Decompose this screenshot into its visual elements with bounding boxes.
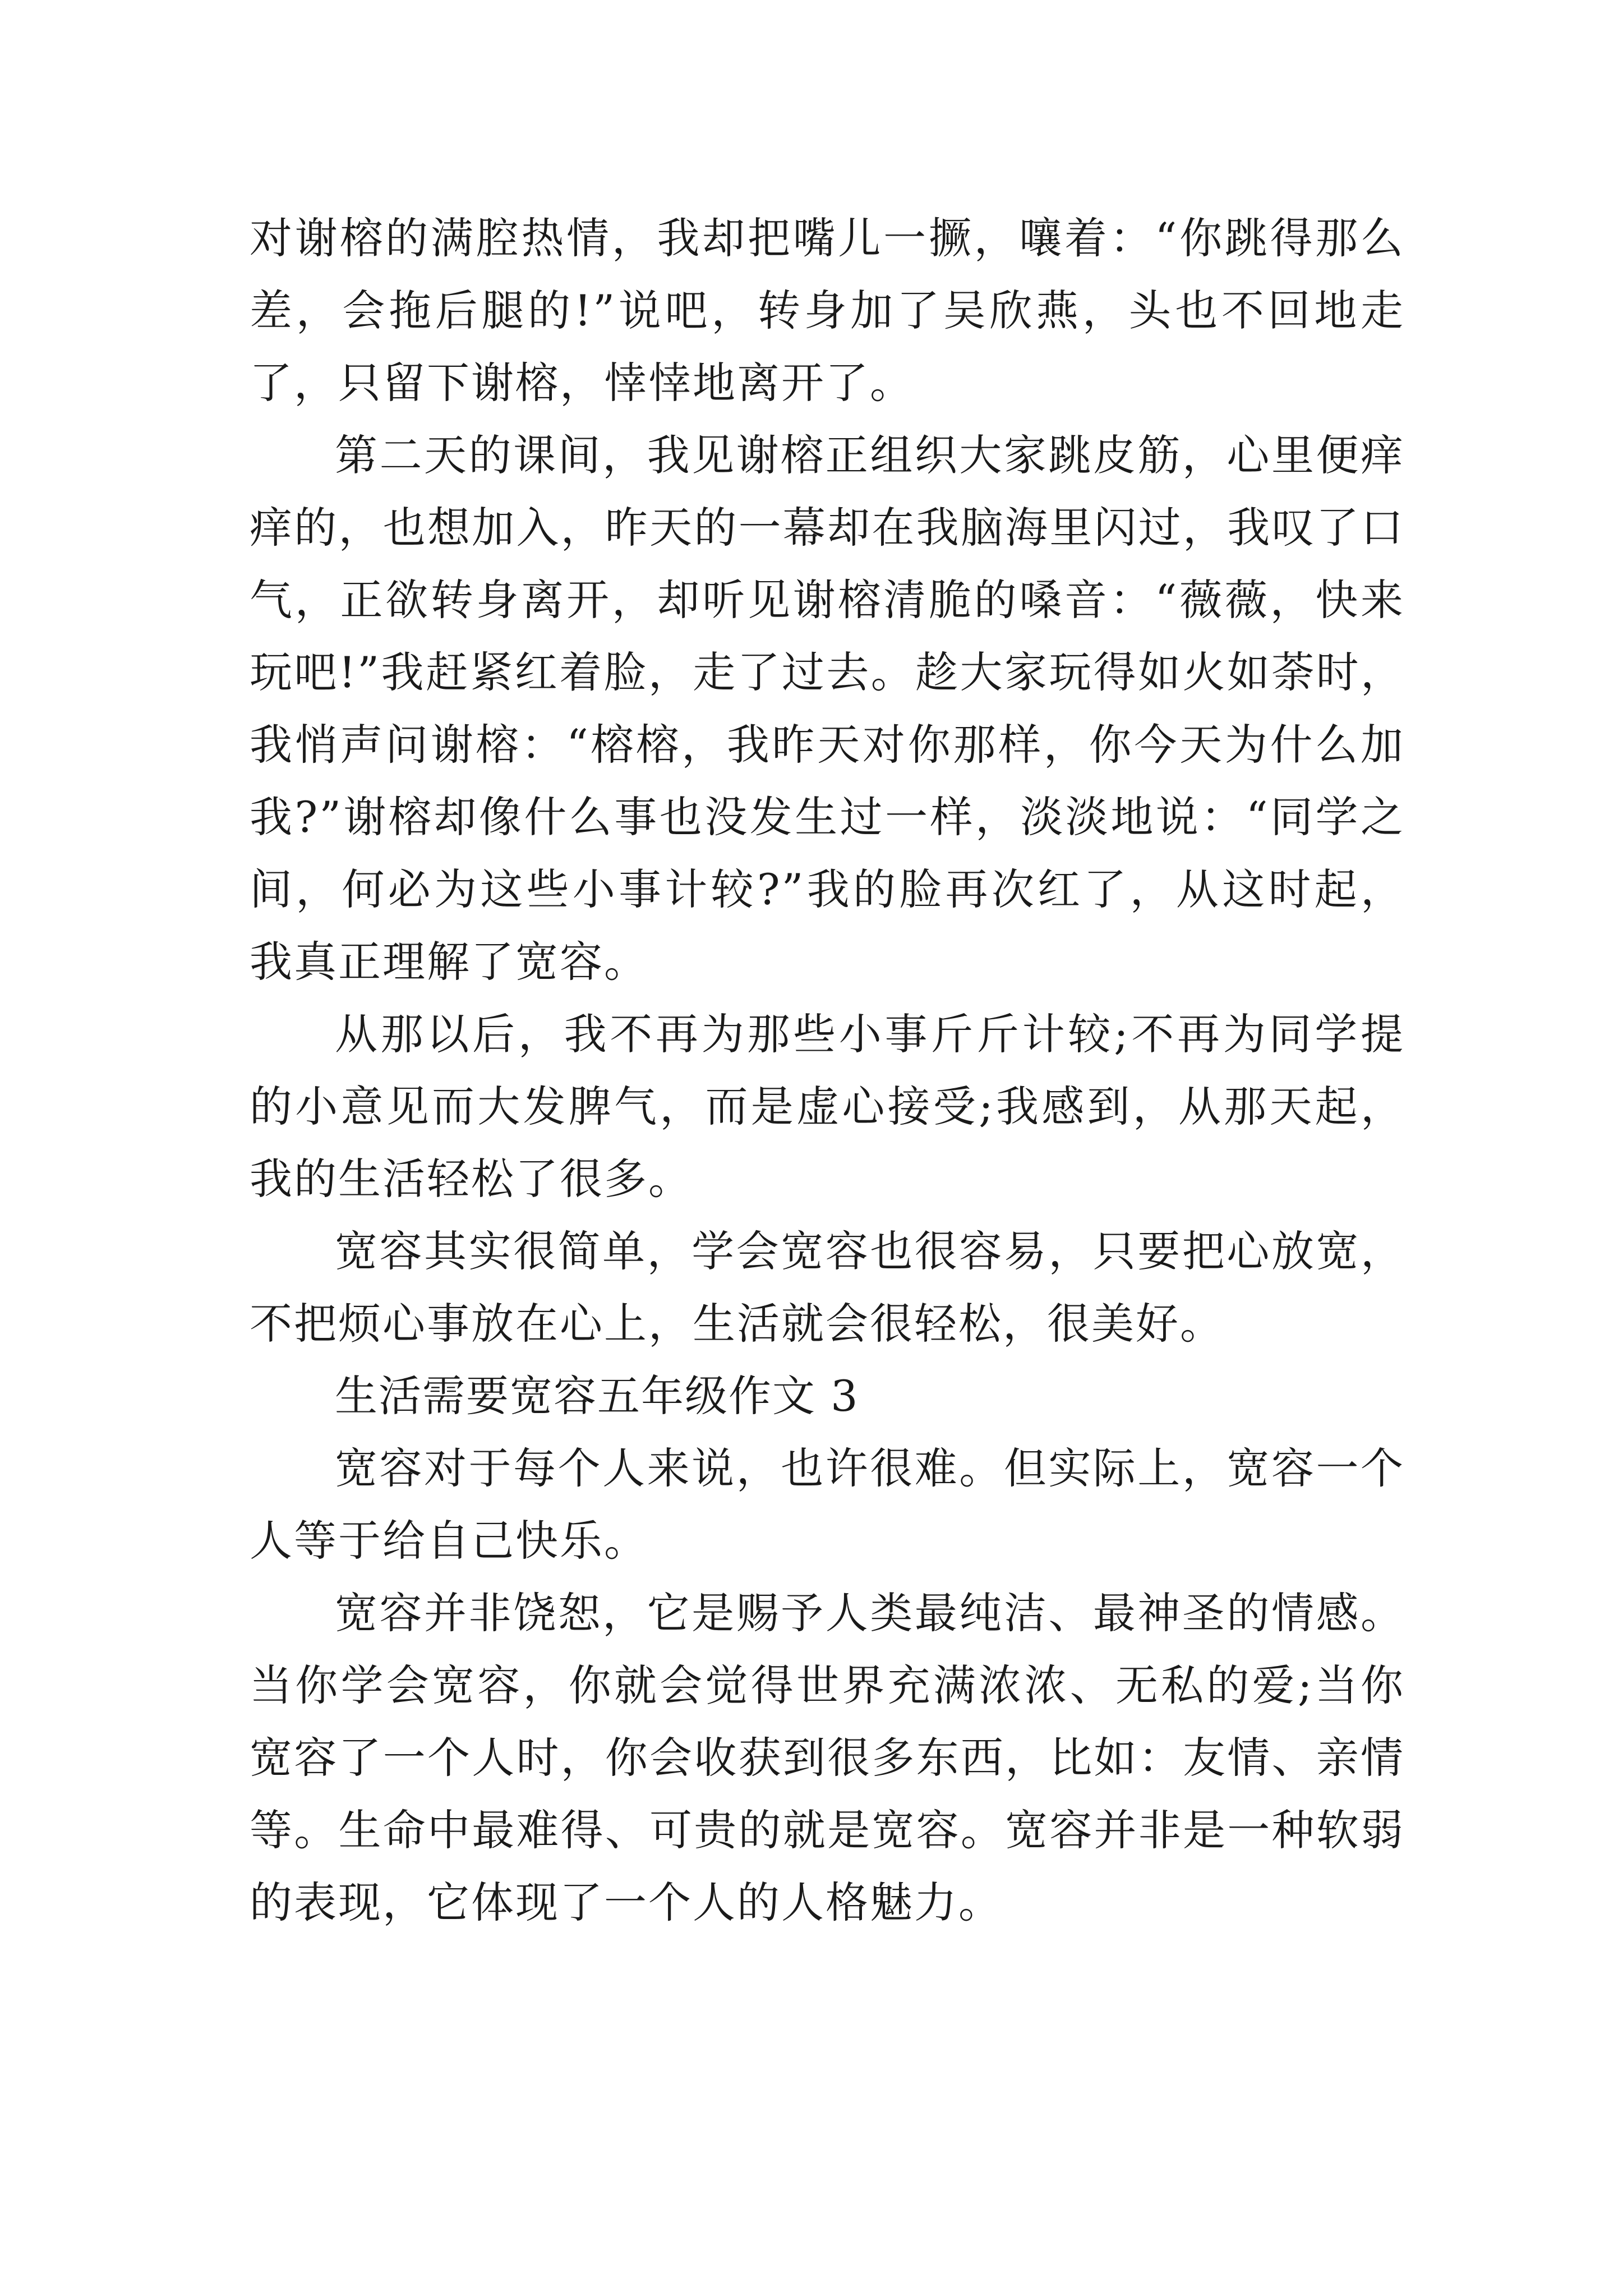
- paragraph-since-then: 从那以后，我不再为那些小事斤斤计较;不再为同学提的小意见而大发脾气，而是虚心接受;我感到，从那天起，我的生活轻松了很多。: [250, 1009, 1405, 1204]
- paragraph-tolerance-not-forgiveness: 宽容并非饶恕，它是赐予人类最纯洁、最神圣的情感。当你学会宽容，你就会觉得世界充满浓浓、无私的爱;当你宽容了一个人时，你会收获到很多东西，比如：友情、亲情等。生命中最难得、可贵的就是宽容。宽容并非是一种软弱的表现，它体现了一个人的人格魅力。: [250, 1588, 1405, 1927]
- paragraph-tolerance-simple: 宽容其实很简单，学会宽容也很容易，只要把心放宽，不把烦心事放在心上，生活就会很轻松，很美好。: [250, 1226, 1405, 1349]
- paragraph-next-day: 第二天的课间，我见谢榕正组织大家跳皮筋，心里便痒痒的，也想加入，昨天的一幕却在我脑海里闪过，我叹了口气，正欲转身离开，却听见谢榕清脆的嗓音：“薇薇，快来玩吧!”我赶紧红着脸，走了过去。趁大家玩得如火如荼时，我悄声问谢榕：“榕榕，我昨天对你那样，你今天为什么加我?”谢榕却像什么事也没发生过一样，淡淡地说：“同学之间，何必为这些小事计较?”我的脸再次红了，从这时起，我真正理解了宽容。: [250, 430, 1405, 987]
- essay-title-3: 生活需要宽容五年级作文 3: [335, 1371, 859, 1421]
- document-body: [250, 202, 1405, 1939]
- paragraph-continued-story: 对谢榕的满腔热情，我却把嘴儿一撅，嚷着：“你跳得那么差，会拖后腿的!”说吧，转身加了吴欣燕，头也不回地走了，只留下谢榕，悻悻地离开了。: [250, 213, 1405, 408]
- paragraph-tolerance-hard: 宽容对于每个人来说，也许很难。但实际上，宽容一个人等于给自己快乐。: [250, 1443, 1405, 1566]
